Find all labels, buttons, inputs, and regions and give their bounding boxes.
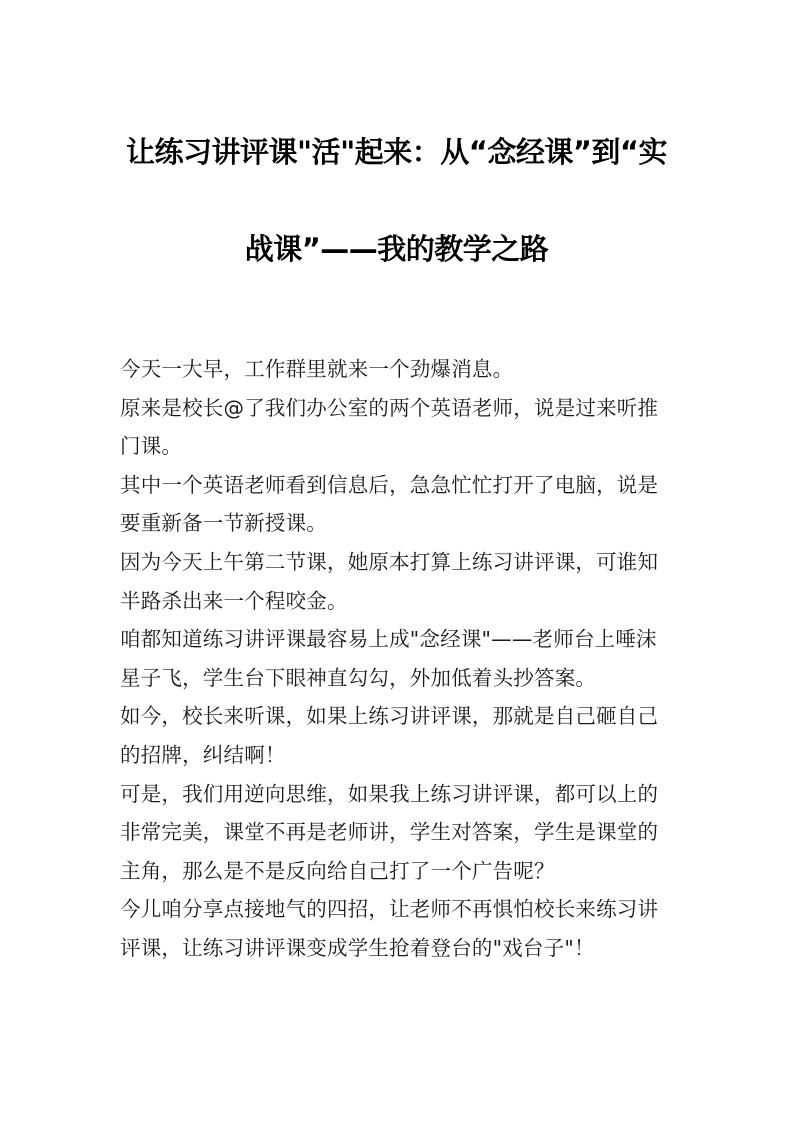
paragraph: 咱都知道练习讲评课最容易上成"念经课"——老师台上唾沫星子飞，学生台下眼神直勾勾，外加低着头抄答案。 xyxy=(120,627,657,690)
document-title-line-1: 让练习讲评课"活"起来：从“念经课”到“实 xyxy=(126,135,667,169)
document-title-line-2: 战课”——我的教学之路 xyxy=(244,232,549,266)
paragraph: 可是，我们用逆向思维，如果我上练习讲评课，都可以上的非常完美，课堂不再是老师讲，学生对答案，学生是课堂的主角，那么是不是反向给自己打了一个广告呢？ xyxy=(120,781,659,883)
paragraph: 原来是校长@了我们办公室的两个英语老师，说是过来听推门课。 xyxy=(120,395,659,459)
paragraph: 今儿咱分享点接地气的四招，让老师不再惧怕校长来练习讲评课，让练习讲评课变成学生抢着登台的"戏台子"！ xyxy=(120,897,659,960)
paragraph: 其中一个英语老师看到信息后，急急忙忙打开了电脑，说是要重新备一节新授课。 xyxy=(120,472,659,536)
paragraph: 如今，校长来听课，如果上练习讲评课，那就是自己砸自己的招牌，纠结啊！ xyxy=(120,704,659,767)
document-body xyxy=(120,350,676,968)
paragraph: 因为今天上午第二节课，她原本打算上练习讲评课，可谁知半路杀出来一个程咬金。 xyxy=(120,549,659,613)
paragraph: 今天一大早，工作群里就来一个劲爆消息。 xyxy=(120,357,514,381)
